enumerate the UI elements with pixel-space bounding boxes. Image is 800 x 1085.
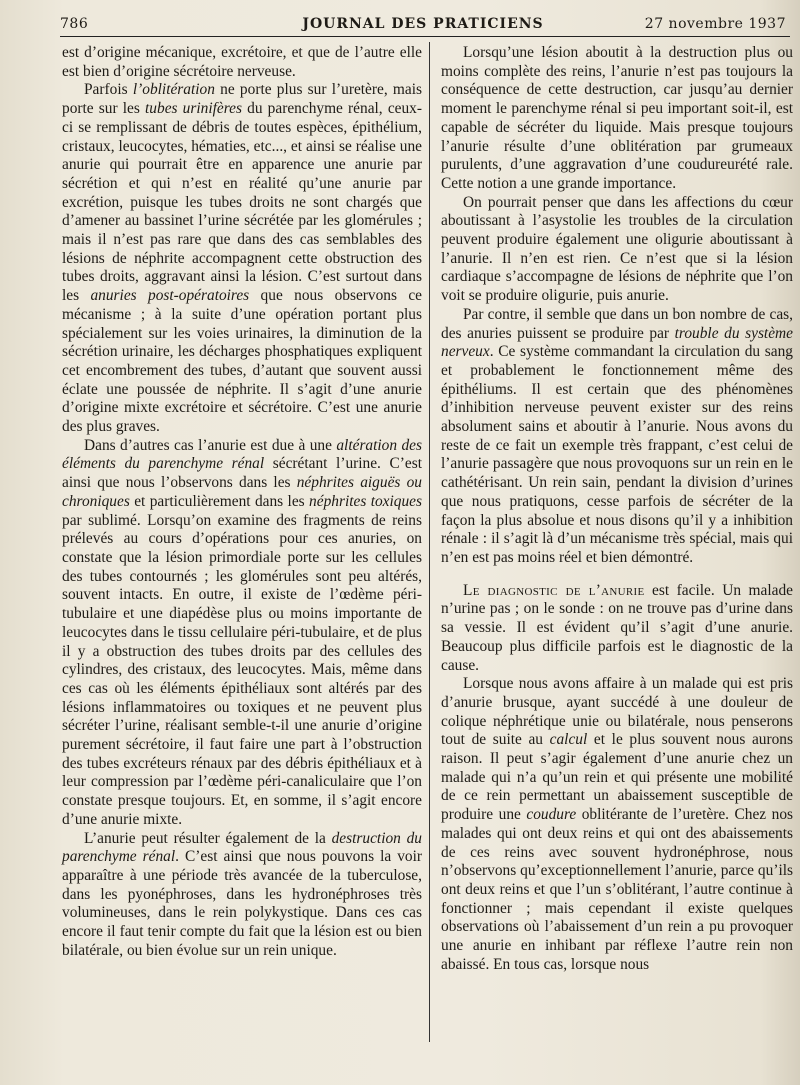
page-header bbox=[60, 14, 786, 36]
paragraph: L’anurie peut résulter également de la destruction du parenchyme rénal. C’est ainsi que nous pouvons la voir apparaître à une période très avancée de la tuberculose, dans les pyonéphroses, dans les hydronéphroses très volumineuses, dans le rein polykystique. Dans ces cas encore il faut tenir compte du fait que la lésion est ou bien bilatérale, ou bien évolue sur un rein unique. bbox=[62, 829, 423, 959]
paragraph: Lorsqu’une lésion aboutit à la destruction plus ou moins complète des reins, l’anurie n’est pas toujours la conséquence de cette destruction, car jusqu’au dernier moment le parenchyme rénal si peu important soit-il, est capable de sécréter du liquide. Mais presque toujours l’anurie résulte d’une oblitération par grumeaux purulents, d’une aggravation d’une coudureurété rale. Cette notion a une grande importance. bbox=[441, 44, 793, 192]
paragraph: On pourrait penser que dans les affections du cœur aboutissant à l’asystolie les troubles de la circulation peuvent produire également une oligurie aboutissant à l’anurie. Il n’en est rien. Ce n’est que si la lésion cardiaque s’accompagne de lésions de néphrite que l’on voit se produire oligurie, puis anurie. bbox=[441, 193, 793, 305]
paragraph: Parfois l’oblitération ne porte plus sur l’uretère, mais porte sur les tubes urinifères du parenchyme rénal, ceux-ci se remplissant de débris de toutes espèces, épithélium, cristaux, leucocytes, hématies, etc..., et ainsi se réalise une anurie qui pourrait être en apparence une anurie par sécrétion et qui n’est en réalité qu’une anurie par excrétion, puisque les tubes droits ne sont chargés que d’amener au bassinet l’urine sécrétée par les glomérules ; mais il n’est pas rare que dans des cas semblables des lésions de néphrite accompagnent cette obstruction des tubes droits, aggravant ainsi la lésion. C’est surtout dans les anuries post-opératoires que nous observons ce mécanisme ; à la suite d’une opération portant plus spécialement sur les voies urinaires, la diminution de la sécrétion urinaire, les décharges phosphatiques expliquent cet encombrement des tubes, d’autant que souvent aussi éclate une poussée de néphrite. Il s’agit d’une anurie d’origine mixte excrétoire et sécrétoire. C’est une anurie des plus graves. bbox=[62, 81, 423, 436]
left-column bbox=[62, 44, 422, 960]
issue-date: 27 novembre 1937 bbox=[644, 16, 786, 32]
paragraph: est d’origine mécanique, excrétoire, et que de l’autre elle est bien d’origine sécrétoire nerveuse. bbox=[62, 44, 422, 80]
paragraph: Lorsque nous avons affaire à un malade qui est pris d’anurie brusque, ayant succédé à une douleur de colique néphrétique unie ou bilatérale, nous penserons tout de suite au calcul et le plus souvent nous aurons raison. Il peut s’agir également d’une anurie chez un malade qui n’a qu’un rein et qui présente une mobilité de ce rein permettant un abaissement susceptible de produire une coudure oblitérante de l’uretère. Chez nos malades qui ont deux reins et qui ont des abaissements de ces reins avec souvent hydronéphrose, nous n’observons qu’exceptionnellement l’anurie, parce qu’ils ont deux reins et que l’un s’oblitérant, l’autre continue à fonctionner ; mais cependant il existe quelques observations où l’abaissement d’un rein a pu provoquer une anurie en inhibant par réflexe l’autre rein non abaissé. En tous cas, lorsque nous bbox=[441, 675, 793, 973]
journal-title: JOURNAL DES PRATICIENS bbox=[302, 16, 544, 32]
header-rule bbox=[60, 36, 790, 37]
paragraph: Par contre, il semble que dans un bon nombre de cas, des anuries puissent se produire par trouble du système nerveux. Ce système commandant la circulation du sang et probablement le fonctionnement même des épithéliums. Il est certain que des phénomènes d’inhibition nerveuse peuvent exister sur des reins absolument sains et aboutir à l’anurie. Nous avons du reste de ce fait un exemple très frappant, c’est celui de l’anurie passagère que nous provoquons sur un rein en le cathétérisant. Un rein sain, pendant la division d’urines que nous pratiquons, cesse parfois de sécréter de la façon la plus absolue et nous disons qu’il y a inhibition rénale : il s’agit là d’un mécanisme très spécial, mais qui n’en est pas moins réel et bien démontré. bbox=[441, 305, 793, 566]
right-column bbox=[441, 44, 793, 974]
paragraph: Dans d’autres cas l’anurie est due à une altération des éléments du parenchyme rénal sécrétant l’urine. C’est ainsi que nous l’observons dans les néphrites aiguës ou chroniques et particulièrement dans les néphrites toxiques par sublimé. Lorsqu’on examine des fragments de reins prélevés au cours d’opérations pour ces anuries, on constate que la lésion primordiale porte sur les cellules des tubes contournés ; les glomérules sont peu altérés, souvent intacts. En outre, il existe de l’œdème péri-tubulaire et une diapédèse plus ou moins importante de leucocytes dans le tissu cellulaire péri-tubulaire, et de plus il y a obstruction des tubes droits par des cellules des cylindres, des cristaux, des leucocytes. Mais, même dans ces cas où les éléments épithéliaux sont altérés par des lésions inflammatoires ou toxiques et ne peuvent plus sécréter l’urine, réalisant semble-t-il une anurie d’origine purement sécrétoire, il faut faire une part à l’obstruction des tubes excréteurs rénaux par des débris épithéliaux et à leur compression par l’œdème péri-canaliculaire que l’on constate presque toujours. Et, en somme, il s’agit encore d’une anurie mixte. bbox=[62, 436, 423, 828]
paragraph: Le diagnostic de l’anurie est facile. Un malade n’urine pas ; on le sonde : on ne trouve pas d’urine dans sa vessie. Il est évident qu’il s’agit d’une anurie. Beaucoup plus difficile parfois est le diagnostic de la cause. bbox=[441, 581, 793, 674]
page-number: 786 bbox=[60, 16, 89, 32]
column-divider bbox=[429, 42, 430, 1042]
